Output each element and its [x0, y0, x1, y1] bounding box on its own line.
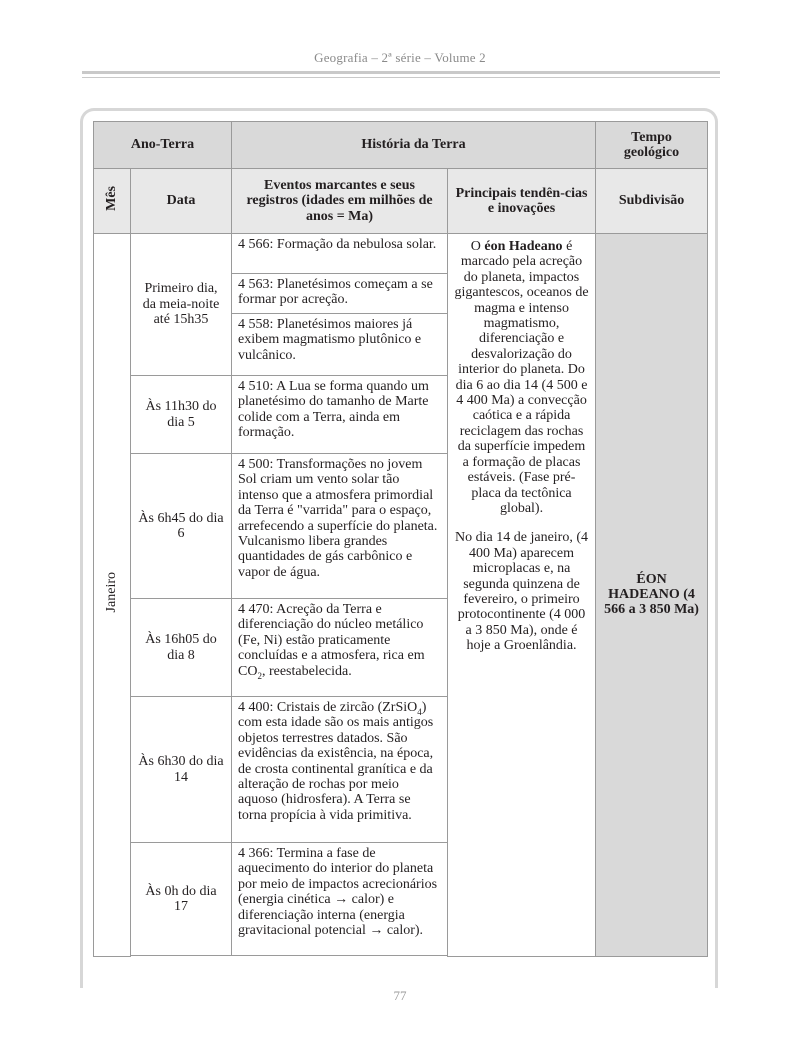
date-cell-2 [131, 376, 232, 454]
event-4558: 4 558: Planetésimos maiores já exibem magmatismo plutônico e vulcânico. [232, 314, 448, 376]
page-number: 77 [393, 988, 407, 1003]
date-cell-1 [131, 234, 232, 376]
spacer-cell [232, 956, 448, 957]
month-cell [94, 234, 131, 957]
co2-subscript: 2 [257, 670, 262, 681]
event-4400 [232, 697, 448, 843]
event-4400-text-end: ) com esta idade são os mais antigos objetos terrestres datados. São evidências da existência, na época, de crosta continental granítica e da alteração de rochas por meio aquoso (hidrosfera). A Terra se torna propícia à vida primitiva. [238, 700, 434, 823]
trend-p1-pre: O [470, 239, 485, 254]
date-label-4: Às 16h05 do dia 8 [145, 632, 217, 663]
date-cell-6 [131, 843, 232, 956]
date-label-3: Às 6h45 do dia 6 [138, 510, 224, 541]
date-label-2: Às 11h30 do dia 5 [145, 399, 217, 430]
running-head: Geografia – 2ª série – Volume 2 [314, 50, 486, 65]
header-tempo-geologico-text: Tempo geológico [623, 129, 680, 160]
month-label: Janeiro [104, 572, 120, 613]
header-tempo-geologico [596, 122, 708, 169]
trend-eon-term: éon Hadeano [484, 239, 563, 254]
header-ano-terra: Ano-Terra [94, 122, 232, 169]
geologic-time-table [93, 121, 708, 957]
spacer-cell [131, 956, 232, 957]
date-label-1: Primeiro dia, da meia-noite até 15h35 [142, 281, 220, 328]
trend-p1-post: é marcado pela acreção do planeta, impactos gigantescos, oceanos de magma e intenso magmatismo, diferenciação e desvalorização do interior do planeta. Do dia 6 ao dia 14 (4 500 e 4 400 Ma) a convecção caótica e a rápida reciclagem das rochas da superfície impedem a formação de placas estáveis. (Fase pré-placa da tectônica global). [454, 239, 589, 516]
header-tendencias-text: Principais tendên-cias e inovações [455, 185, 588, 216]
date-label-6: Às 0h do dia 17 [145, 883, 217, 914]
date-label-5: Às 6h30 do dia 14 [138, 754, 224, 785]
zrsio4-subscript: 4 [417, 706, 422, 717]
header-eventos [232, 169, 448, 234]
header-subdivisao: Subdivisão [596, 169, 708, 234]
date-cell-4 [131, 599, 232, 697]
header-mes [94, 169, 131, 234]
event-4563: 4 563: Planetésimos começam a se formar por acreção. [232, 274, 448, 314]
header-data: Data [131, 169, 232, 234]
event-4400-text: 4 400: Cristais de zircão (ZrSiO [238, 700, 418, 715]
header-mes-text: Mês [104, 186, 120, 212]
trend-p2: No dia 14 de janeiro, (4 400 Ma) aparecem microplacas e, na segunda quinzena de fevereiro, o primeiro protocontinente (4 000 a 3 850 Ma), onde é hoje a Groenlândia. [455, 530, 588, 654]
date-cell-3 [131, 454, 232, 599]
date-cell-5 [131, 697, 232, 843]
event-4500: 4 500: Transformações no jovem Sol criam um vento solar tão intenso que a atmosfera primordial da Terra é "varrida" para o espaço, arrefecendo a superfície do planeta. Vulcanismo libera grandes quantidades de gás carbônico e vapor de água. [232, 454, 448, 599]
header-tendencias [448, 169, 596, 234]
header-historia-da-terra: História da Terra [232, 122, 596, 169]
subdivision-cell [596, 234, 708, 957]
event-4470-text-end: , reestabelecida. [261, 663, 352, 679]
header-eventos-text: Eventos marcantes e seus registros (idades em milhões de anos = Ma) [246, 177, 433, 224]
trends-cell [448, 234, 596, 957]
header-rule [82, 71, 720, 74]
event-4510: 4 510: A Lua se forma quando um planetésimo do tamanho de Marte colide com a Terra, ainda em formação. [232, 376, 448, 454]
event-4566: 4 566: Formação da nebulosa solar. [232, 234, 448, 274]
event-4366: 4 366: Termina a fase de aquecimento do interior do planeta por meio de impactos acrecionários (energia cinética → calor) e diferenciação interna (energia gravitacional potencial → calor). [232, 843, 448, 956]
header-rule-thin [82, 77, 720, 78]
subdivision-label: ÉON HADEANO (4 566 a 3 850 Ma) [604, 571, 699, 618]
event-4470 [232, 599, 448, 697]
event-4470-text: 4 470: Acreção da Terra e diferenciação do núcleo metálico (Fe, Ni) estão praticamente concluídas e a atmosfera, rica em CO [238, 602, 425, 679]
